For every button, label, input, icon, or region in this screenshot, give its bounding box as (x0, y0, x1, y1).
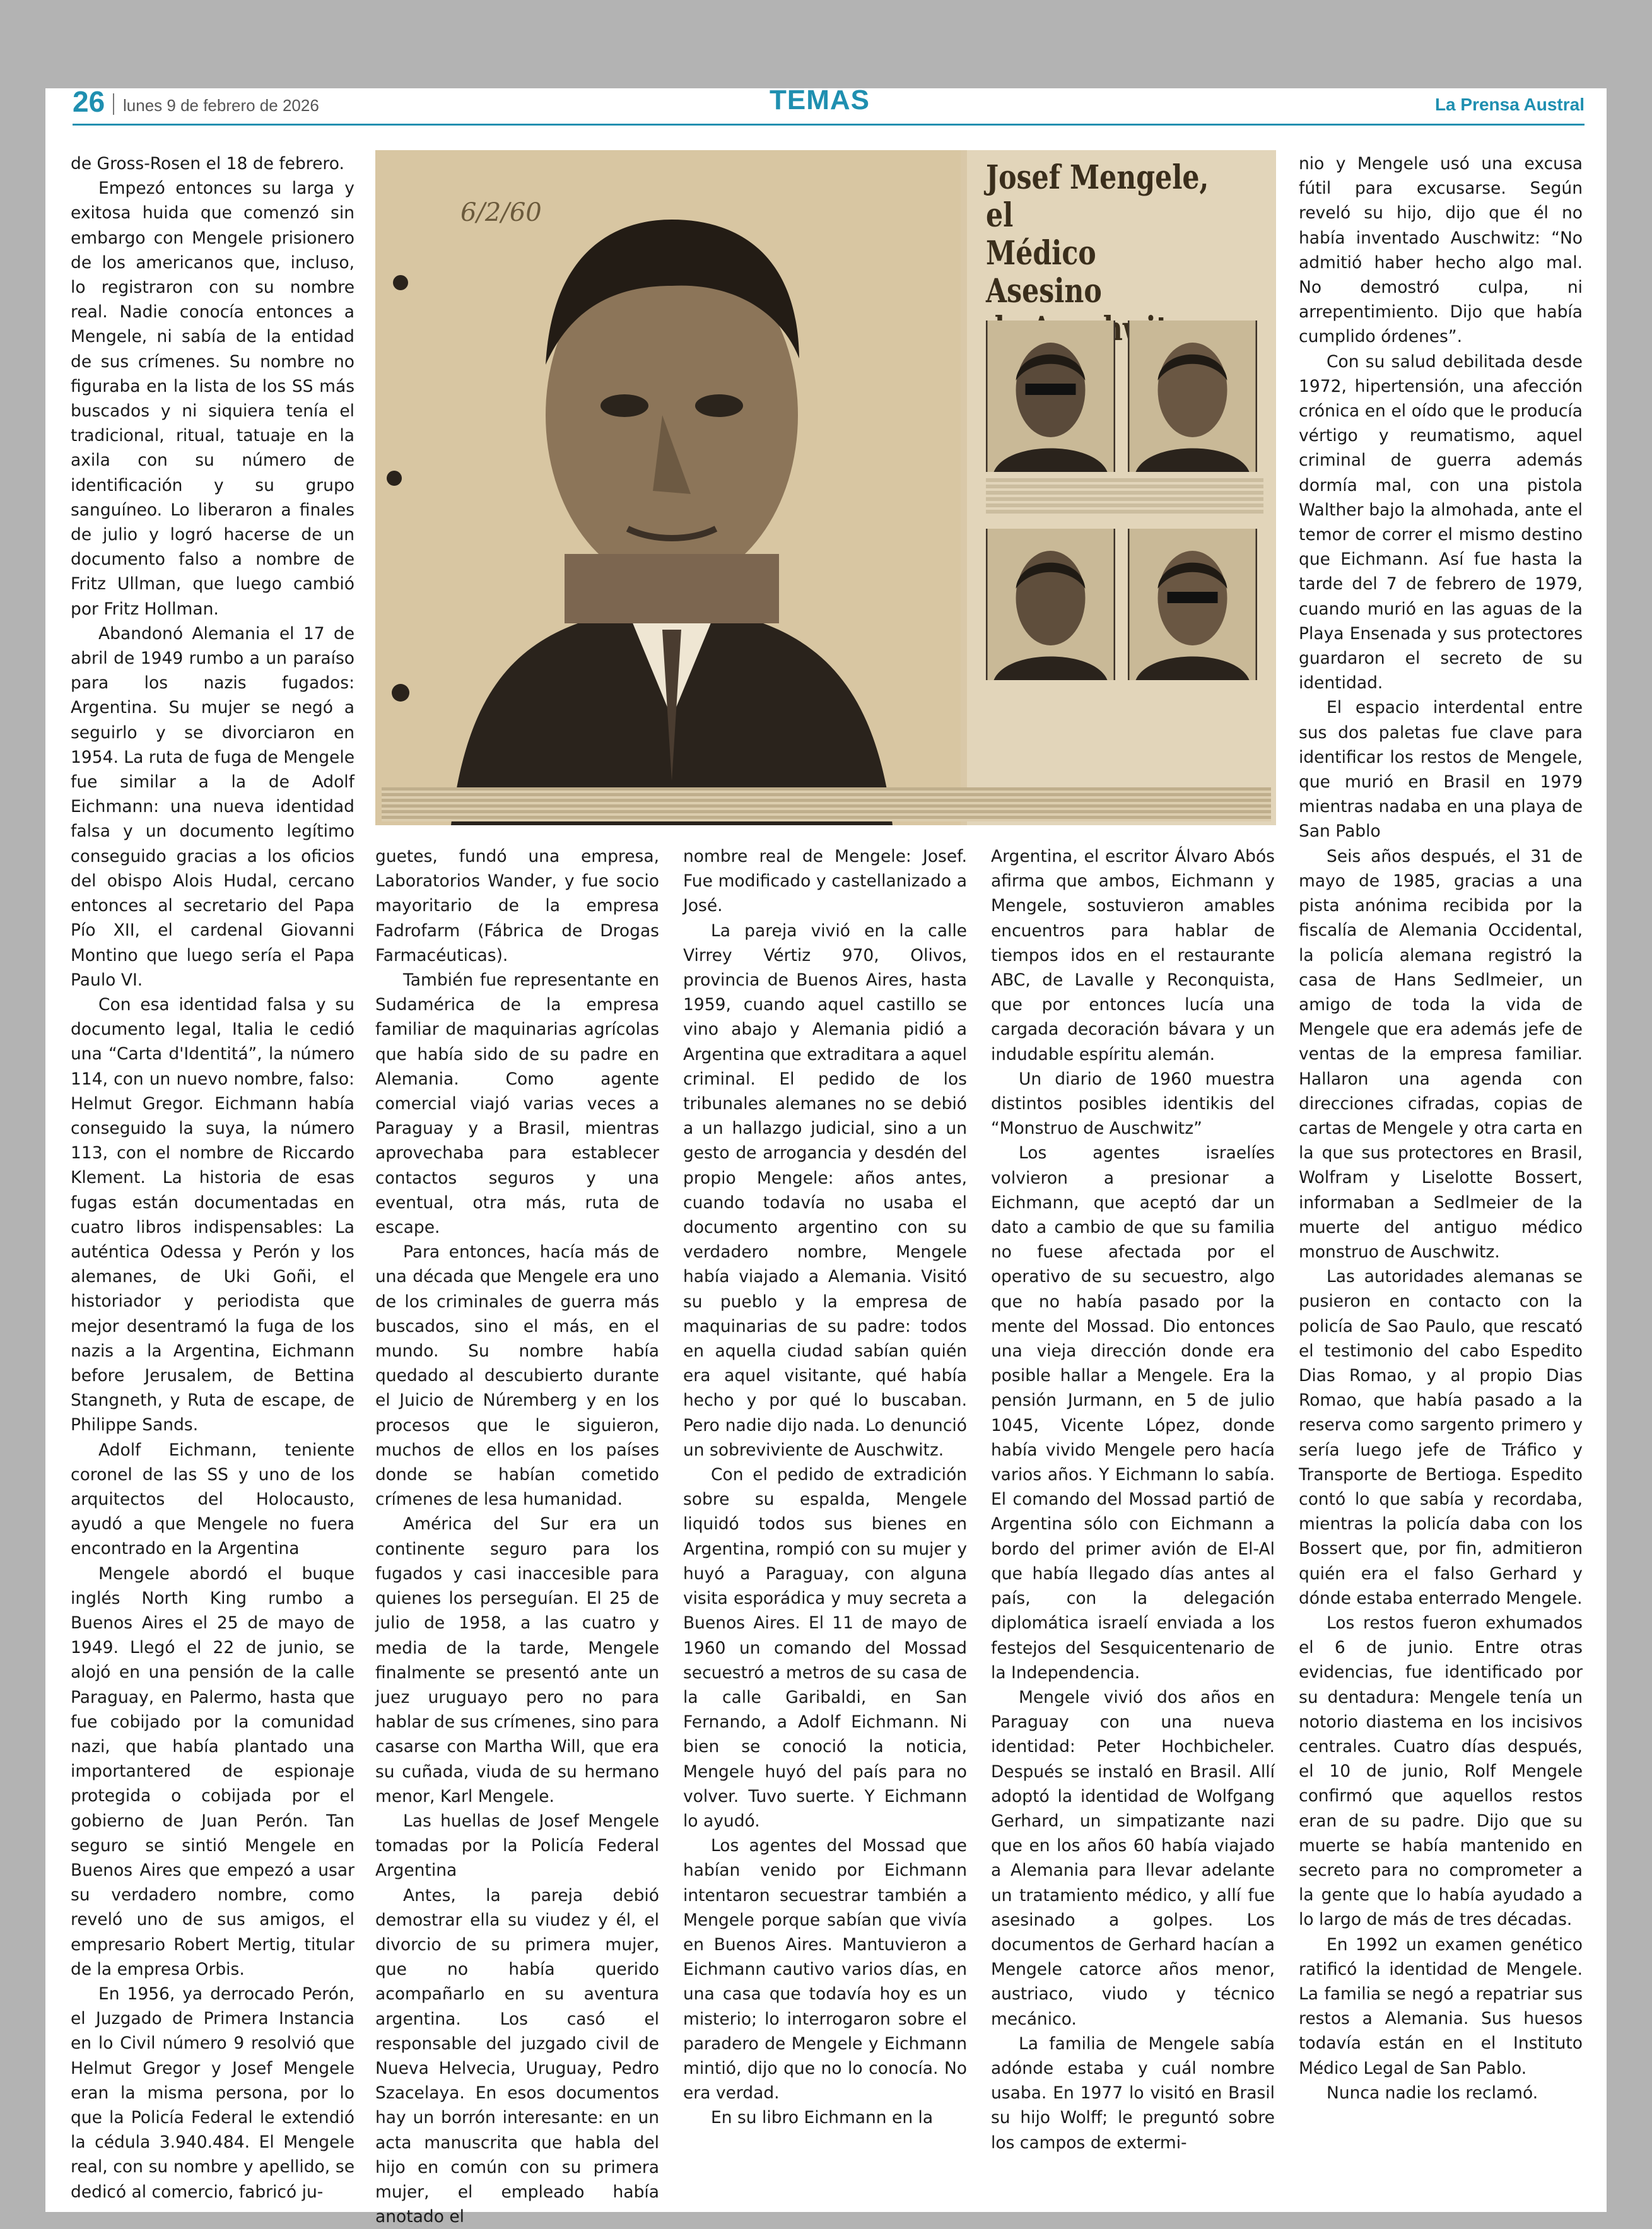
paragraph: Con esa identidad falsa y su documento legal, Italia le cedió una “Carta d'Identitá”, la número 114, con un nuevo nombre, falso: Helmut Gregor. Eichmann había conseguido la suya, la número 113, con el nombre de Riccardo Klement. La historia de esas fugas están documentadas en cuatro libros indispensables: La auténtica Odessa y Perón y los alemanes, de Uki Goñi, el historiador y periodista que mejor desentramó la fuga de los nazis a la Argentina, Eichmann before Jerusalem, de Bettina Stangneth, y Ruta de escape, de Philippe Sands. (71, 994, 354, 1435)
section-title: TEMAS (770, 85, 870, 115)
paragraph: Con el pedido de extradición sobre su espalda, Mengele liquidó todos sus bienes en Argentina, rompió con su mujer y huyó a Paraguay, con alguna visita esporádica y muy secreta a Buenos Aires. El 11 de mayo de 1960 un comando del Mossad secuestró a metros de su casa de la calle Garibaldi, en San Fernando, a Adolf Eichmann. Ni bien se conoció la noticia, Mengele huyó del país para no volver. Tuvo suerte. Y Eichmann lo ayudó. (683, 1465, 967, 1831)
paragraph: Los restos fueron exhumados el 6 de junio. Entre otras evidencias, fue identificado por su dentadura: Mengele tenía un notorio diastema en los incisivos centrales. Cuatro días después, el 10 de junio, Rolf Mengele confirmó que aquellos restos eran de su padre. Dijo que su muerte se había mantenido en secreto para no comprometer a la gente que lo había ayudado a lo largo de más de tres décadas. (1299, 1613, 1583, 1930)
paragraph: Antes, la pareja debió demostrar ella su viudez y él, el divorcio de su primera mujer, que no había querido acompañarlo en su aventura argentina. Los casó el responsable del juzgado civil de Nueva Helvecia, Uruguay, Pedro Szacelaya. En esos documentos hay un borrón interesante: en un acta manuscrita que habla del hijo en común con su primera mujer, el empleado había anotado el (375, 1885, 659, 2227)
portrait-illustration (375, 150, 961, 825)
photo-caption: Las huellas de Josef Mengele tomadas por la Policía Federal Argentina (375, 1811, 659, 1881)
page-number: 26 (73, 85, 105, 118)
headline-line: Josef Mengele, el (986, 158, 1209, 235)
paragraph: Las autoridades alemanas se pusieron en contacto con la policía de Sao Paulo, que rescató el testimonio del cabo Espedito Dias Romao, y al propio Dias Romao, que había pasado a la reserva como sargento primero y sería luego jefe de Tráfico y Transporte de Bertioga. Espedito contó lo que sabía y recordaba, mientras la policía daba con los Bossert que, por fin, admitieron quién era el falso Gerhard y dónde estaba enterrado Mengele. (1299, 1267, 1583, 1608)
paragraph: Argentina, el escritor Álvaro Abós afirma que ambos, Eichmann y Mengele, sostuvieron amables encuentros para hablar de tiempos idos en el restaurante ABC, de Lavalle y Reconquista, que por entonces lucía una cargada decoración bávara y un indudable espíritu alemán. (991, 847, 1275, 1064)
handwritten-date: 6/2/60 (460, 198, 542, 227)
paragraph: También fue representante en Sudamérica de la empresa familiar de maquinarias agrícolas que había sido de su padre en Alemania. Como agente comercial viajó varias veces a Paraguay y a Brasil, mientras aprovechaba para establecer contactos seguros y una eventual, otra más, ruta de escape. (375, 970, 659, 1238)
article-column-4 (991, 844, 1275, 2153)
paragraph: Seis años después, el 31 de mayo de 1985, gracias a una pista anónima recibida por la fiscalía de Alemania Occidental, la policía alemana registró la casa de Hans Sedlmeier, un amigo de toda la vida de Mengele que era además jefe de ventas de la empresa familiar. Hallaron una agenda con direcciones cifradas, copias de cartas de Mengele y otra carta en la que sus protectores en Brasil, Wolfram y Liselotte Bossert, informaban a Sedlmeier de la muerte del antiguo médico monstruo de Auschwitz. (1299, 846, 1583, 1262)
page-header (73, 87, 1585, 125)
paragraph: guetes, fundó una empresa, Laboratorios Wander, y fue socio mayoritario de la empresa Fadrofarm (Fábrica de Drogas Farmacéuticas). (375, 847, 659, 965)
identikit-photo (986, 321, 1115, 472)
identikit-photo (1128, 321, 1257, 472)
paragraph: Con su salud debilitada desde 1972, hipertensión, una afección crónica en el oído que le producía vértigo y reumatismo, aquel criminal de guerra además dormía mal, con una pistola Walther bajo la almohada, ante el temor de correr el mismo destino que Eichmann. Así fue hasta la tarde del 7 de febrero de 1979, cuando murió en las aguas de la Playa Ensenada y sus protectores guardaron el secreto de su identidad. (1299, 351, 1583, 693)
paragraph: Mengele abordó el buque inglés North King rumbo a Buenos Aires el 25 de mayo de 1949. Llegó el 22 de junio, se alojó en una pensión de la calle Paraguay, en Palermo, hasta que fue cobijado por la comunidad nazi, que había plantado una importantered de espionaje protegida o cobijada por el gobierno de Juan Perón. Tan seguro se sintió Mengele en Buenos Aires que empezó a usar su verdadero nombre, como reveló uno de sus amigos, el empresario Robert Mertig, titular de la empresa Orbis. (71, 1563, 354, 1979)
mengele-portrait (375, 150, 961, 825)
paragraph: nombre real de Mengele: Josef. Fue modificado y castellanizado a José. (683, 847, 967, 916)
article-column-3 (683, 844, 967, 2138)
paragraph: En 1956, ya derrocado Perón, el Juzgado de Primera Instancia en lo Civil número 9 resolvió que Helmut Gregor y Josef Mengele eran la misma persona, por lo que la Policía Federal le extendió la cédula 3.940.484. El Mengele real, con su nombre y apellido, se dedicó al comercio, fabricó ju- (71, 1984, 354, 2202)
paragraph: Mengele vivió dos años en Paraguay con una nueva identidad: Peter Hochbicheler. Después se instaló en Brasil. Allí adoptó la identidad de Wolfgang Gerhard, un simpatizante nazi que en los años 60 había viajado a Alemania para llevar adelante un tratamiento médico, y allí fue asesinado a golpes. Los documentos de Gerhard hacían a Mengele catorce años menor, austriaco, viudo y técnico mecánico. (991, 1687, 1275, 2029)
paragraph: nio y Mengele usó una excusa fútil para excusarse. Según reveló su hijo, dijo que él no había inventado Auschwitz: “No admitió haber hecho algo mal. No demostró culpa, ni arrepentimiento. Dijo que había cumplido órdenes”. (1299, 154, 1583, 347)
article-column-5 (1299, 151, 1583, 2132)
headline-line: Médico Asesino (986, 234, 1102, 310)
photo-caption: Adolf Eichmann, teniente coronel de las SS y uno de los arquitectos del Holocausto, ayudó a que Mengele no fuera encontrado en la Argentina (71, 1440, 354, 1559)
photo-caption: El espacio interdental entre sus dos paletas fue clave para identificar los restos de Mengele, que murió en Brasil en 1979 mientras nadaba en una playa de San Pablo (1299, 698, 1583, 842)
publication-name: La Prensa Austral (1434, 95, 1585, 114)
identikit-photo (986, 529, 1115, 680)
article-column-1 (71, 151, 354, 2202)
newspaper-clipping-image (375, 150, 1276, 825)
paragraph: En su libro Eichmann en la (711, 2108, 934, 2128)
paragraph: América del Sur era un continente seguro para los fugados y casi inaccesible para quienes los perseguían. El 25 de julio de 1958, a las cuatro y media de la tarde, Mengele finalmente se presentó ante un juez uruguayo pero no para hablar de sus crímenes, sino para casarse con Martha Will, que era su cuñada, viuda de su hermano menor, Karl Mengele. (375, 1514, 659, 1806)
identikit-caption (986, 478, 1263, 516)
paragraph: Los agentes israelíes volvieron a presionar a Eichmann, que aceptó dar un dato a cambio de que su familia no fuese afectada por el operativo de su secuestro, algo que no había pasado por la mente del Mossad. Dio entonces una vieja dirección donde era posible hallar a Mengele. Era la pensión Jurmann, en 5 de julio 1045, Vicente López, donde había vivido Mengele pero hacía varios años. Y Eichmann lo sabía. El comando del Mossad partió de Argentina sólo con Eichmann a bordo del primer avión de El-Al que había llegado días antes al país, con la delegación diplomática israelí enviada a los festejos del Sesquicentenario de la Independencia. (991, 1143, 1275, 1683)
paragraph: En 1992 un examen genético ratificó la identidad de Mengele. La familia se negó a repatriar sus restos a Alemania. Sus huesos todavía están en el Instituto Médico Legal de San Pablo. (1299, 1934, 1583, 2078)
header-separator (113, 93, 114, 115)
article-column-2 (375, 844, 659, 2227)
paragraph: Los agentes del Mossad que habían venido por Eichmann intentaron secuestrar también a Mengele porque sabían que vivía en Buenos Aires. Mantuvieron a Eichmann cautivo varios días, en una casa que todavía hoy es un misterio; lo interrogaron sobre el paradero de Mengele y Eichmann mintió, dijo que no lo conocía. No era verdad. (683, 1836, 967, 2103)
clipping-side-panel (967, 150, 1276, 825)
header-rule (73, 124, 1585, 126)
clipping-caption-text (382, 787, 1271, 821)
clipping-headline (986, 159, 1219, 348)
paragraph: Empezó entonces su larga y exitosa huida que comenzó sin embargo con Mengele prisionero de los americanos que, incluso, lo registraron con su nombre real. Nadie conocía entonces a Mengele, ni sabía de la entidad de sus crímenes. Su nombre no figuraba en la lista de los SS más buscados y ni siquiera tenía el tradicional, ritual, tatuaje en la axila con su número de identificación y su grupo sanguíneo. Lo liberaron a finales de julio y logró hacerse de un documento falso a nombre de Fritz Ullman, que luego cambió por Fritz Hollman. (71, 179, 354, 619)
paragraph: Abandonó Alemania el 17 de abril de 1949 rumbo a un paraíso para los nazis fugados: Argentina. Su mujer se negó a seguirlo y se divorciaron en 1954. La ruta de fuga de Mengele fue similar a la de Adolf Eichmann: una nueva identidad falsa y un documento legítimo conseguido gracias a los oficios del obispo Alois Hudal, cercano entonces al secretario del Papa Pío XII, el cardenal Giovanni Montino que luego sería el Papa Paulo VI. (71, 623, 354, 990)
paragraph: Nunca nadie los reclamó. (1327, 2083, 1538, 2103)
header-date: lunes 9 de febrero de 2026 (123, 96, 319, 115)
paragraph: Para entonces, hacía más de una década que Mengele era uno de los criminales de guerra más buscados, sino el más, en el mundo. Su nombre había quedado al descubierto durante el Juicio de Núremberg y en los procesos que le siguieron, muchos de ellos en los países donde se habían cometido crímenes de lesa humanidad. (375, 1242, 659, 1510)
paragraph: La pareja vivió en la calle Virrey Vértiz 970, Olivos, provincia de Buenos Aires, hasta 1959, cuando aquel castillo se vino abajo y Alemania pidió a Argentina que extraditara a aquel criminal. El pedido de los tribunales alemanes no se debió a un hallazgo judicial, sino a un gesto de arrogancia y desdén del propio Mengele: años antes, cuando todavía no usaba el documento argentino con su verdadero nombre, Mengele había viajado a Alemania. Visitó su pueblo y la empresa de maquinarias de su padre: todos en aquella ciudad sabían quién era aquel visitante, qué había hecho y por qué lo buscaban. Pero nadie dijo nada. Lo denunció un sobreviviente de Auschwitz. (683, 920, 967, 1460)
paragraph: La familia de Mengele sabía adónde estaba y cuál nombre usaba. En 1977 lo visitó en Brasil su hijo Wolff; le preguntó sobre los campos de extermi- (991, 2033, 1275, 2153)
photo-caption: Un diario de 1960 muestra distintos posibles identikis del “Monstruo de Auschwitz” (991, 1069, 1275, 1139)
paragraph: de Gross-Rosen el 18 de febrero. (71, 154, 344, 173)
identikit-photo (1128, 529, 1257, 680)
